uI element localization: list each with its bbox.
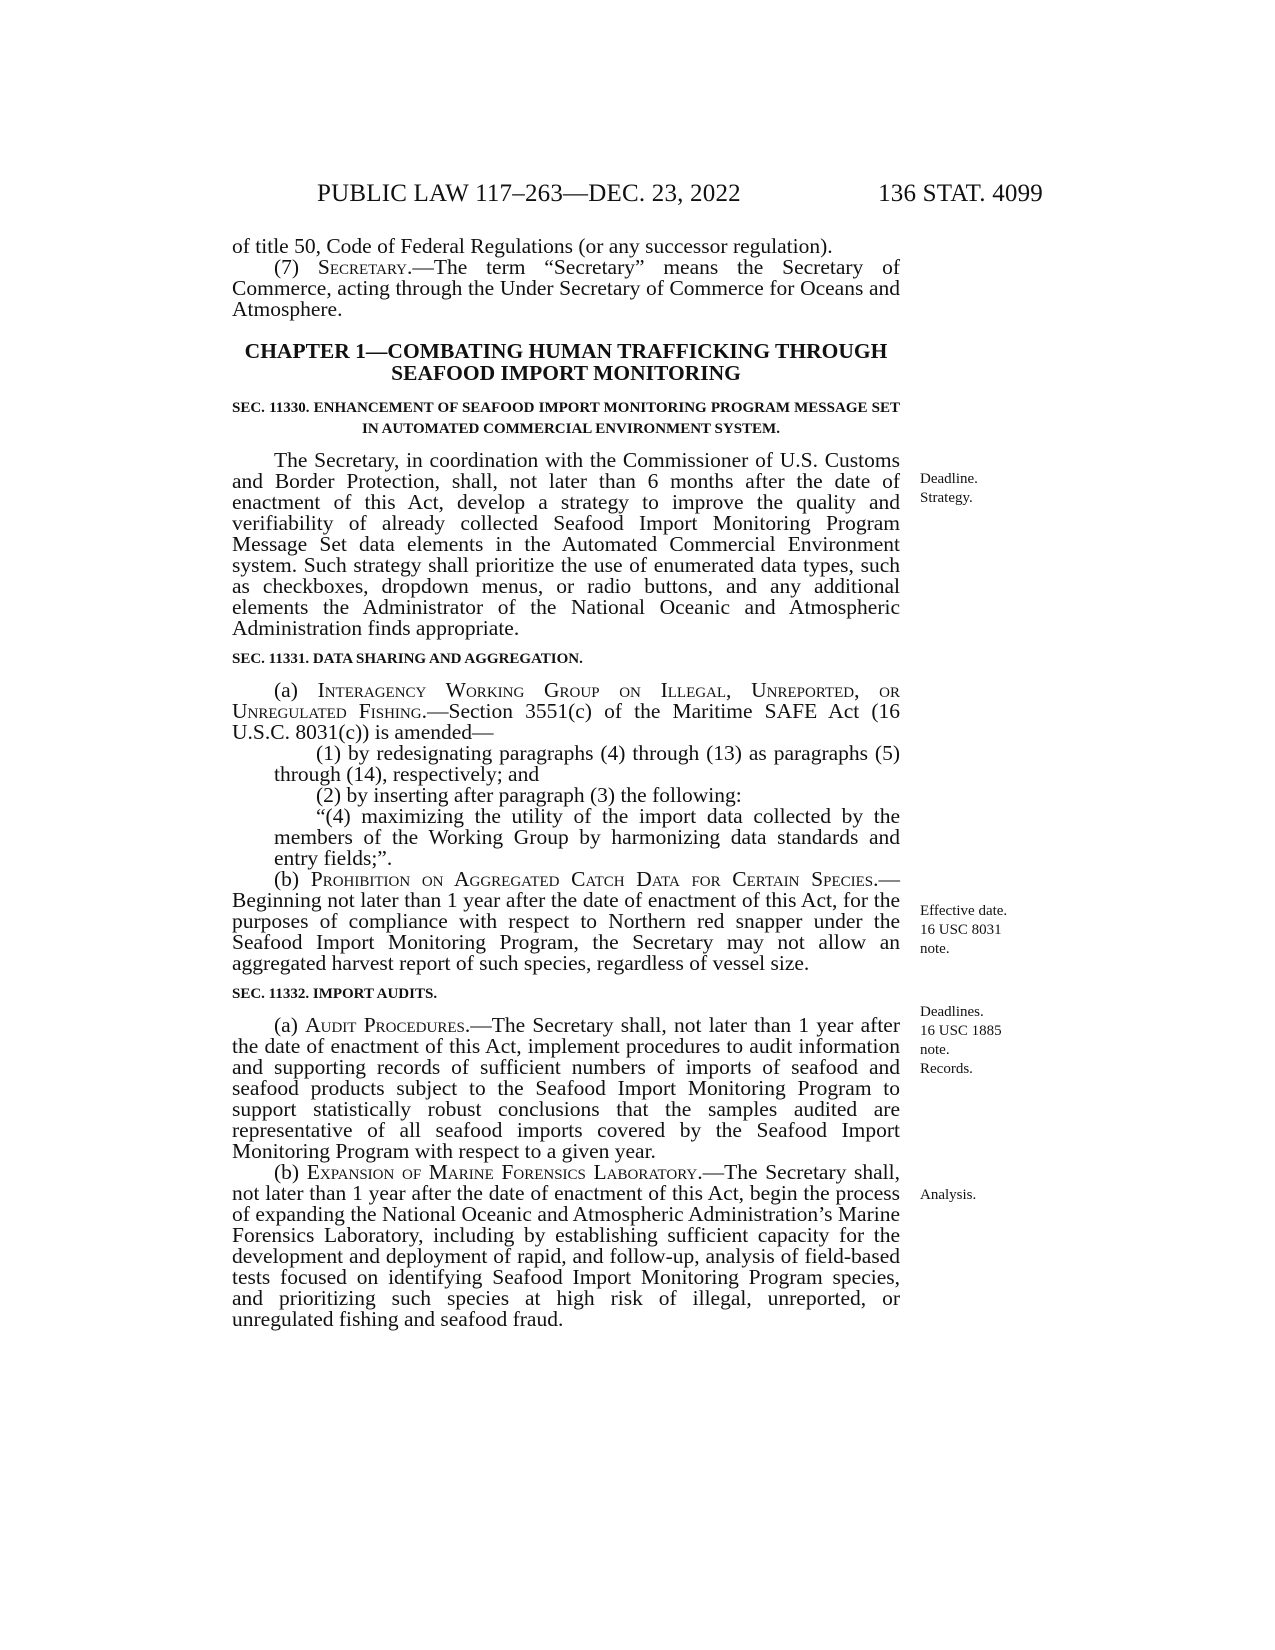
section-heading-11331: SEC. 11331. DATA SHARING AND AGGREGATION. xyxy=(232,651,583,667)
subsection-heading: Prohibition on Aggregated Catch Data for Certain Species xyxy=(310,867,874,891)
subsection-b-prohibition: (b) Prohibition on Aggregated Catch Data for Certain Species.—Beginning not later than 1 year after the date of enactment of this Act, for the purposes of compliance with respect to Northern red snapper under the Seafood Import Monitoring Program, the Secretary may not allow an aggregated harvest report of such species, regardless of vessel size. xyxy=(232,867,900,975)
header-stat-page: 136 STAT. 4099 xyxy=(878,180,1043,207)
document-body xyxy=(232,236,900,1330)
paragraph-continued: of title 50, Code of Federal Regulations (or any successor regulation). xyxy=(232,234,833,258)
subsection-a-working-group: (a) Interagency Working Group on Illegal, Unreported, or Unregulated Fishing.—Section 3551(c) of the Maritime SAFE Act (16 U.S.C. 8031(c)) is amended— xyxy=(232,678,900,744)
definition-secretary xyxy=(232,257,900,320)
defined-term: Secretary xyxy=(317,255,407,279)
subsection-heading: Audit Procedures xyxy=(305,1013,465,1037)
section-heading-11332: SEC. 11332. IMPORT AUDITS. xyxy=(232,986,438,1002)
amendment-item-1: (1) by redesignating paragraphs (4) through (13) as paragraphs (5) through (14), respectively; and xyxy=(274,741,900,786)
chapter-title: CHAPTER 1—COMBATING HUMAN TRAFFICKING THROUGH SEAFOOD IMPORT MONITORING xyxy=(244,339,888,385)
margin-note-analysis: Analysis. xyxy=(920,1187,977,1203)
definition-text: .—The term “Secretary” means the Secretary of Commerce, acting through the Under Secretary of Commerce for Oceans and Atmosphere. xyxy=(232,255,900,321)
paragraph-number: (7) xyxy=(274,255,318,279)
section-heading-11330: SEC. 11330. ENHANCEMENT OF SEAFOOD IMPORT MONITORING PROGRAM MESSAGE SET IN AUTOMATED COMMERCIAL ENVIRONMENT SYSTEM. xyxy=(232,400,900,437)
quoted-paragraph-4: “(4) maximizing the utility of the import data collected by the members of the Working Group by harmonizing data standards and entry fields;”. xyxy=(274,804,900,870)
subsection-a-audit: (a) Audit Procedures.—The Secretary shall, not later than 1 year after the date of enactment of this Act, implement procedures to audit information and supporting records of sufficient numbers of imports of seafood and seafood products subject to the Seafood Import Monitoring Program to support statistically robust conclusions that the samples audited are representative of all seafood imports covered by the Seafood Import Monitoring Program with respect to a given year. xyxy=(232,1013,900,1163)
section-text-11330: The Secretary, in coordination with the Commissioner of U.S. Customs and Border Protection, shall, not later than 6 months after the date of enactment of this Act, develop a strategy to improve the quality and verifiability of already collected Seafood Import Monitoring Program Message Set data elements in the Automated Commercial Environment system. Such strategy shall prioritize the use of enumerated data types, such as checkboxes, dropdown menus, or radio buttons, and any additional elements the Administrator of the National Oceanic and Atmospheric Administration finds appropriate. xyxy=(232,448,900,640)
header-title: PUBLIC LAW 117–263—DEC. 23, 2022 xyxy=(317,180,741,207)
amendment-item-2: (2) by inserting after paragraph (3) the following: xyxy=(316,783,742,807)
margin-note-deadlines-records: Deadlines. 16 USC 1885 note. Records. xyxy=(920,1004,1002,1077)
subsection-b-laboratory: (b) Expansion of Marine Forensics Laboratory.—The Secretary shall, not later than 1 year after the date of enactment of this Act, begin the process of expanding the National Oceanic and Atmospheric Administration’s Marine Forensics Laboratory, including by establishing sufficient capacity for the development and deployment of rapid, and follow-up, analysis of field-based tests focused on identifying Seafood Import Monitoring Program species, and prioritizing such species at high risk of illegal, unreported, or unregulated fishing and seafood fraud. xyxy=(232,1160,901,1331)
subsection-heading: Interagency Working Group on Illegal, Unreported, or Unregulated Fishing xyxy=(232,678,900,723)
margin-note-deadline-strategy: Deadline. Strategy. xyxy=(920,471,978,506)
subsection-heading: Expansion of Marine Forensics Laboratory xyxy=(306,1160,698,1184)
margin-note-effective-date: Effective date. 16 USC 8031 note. xyxy=(920,903,1008,957)
